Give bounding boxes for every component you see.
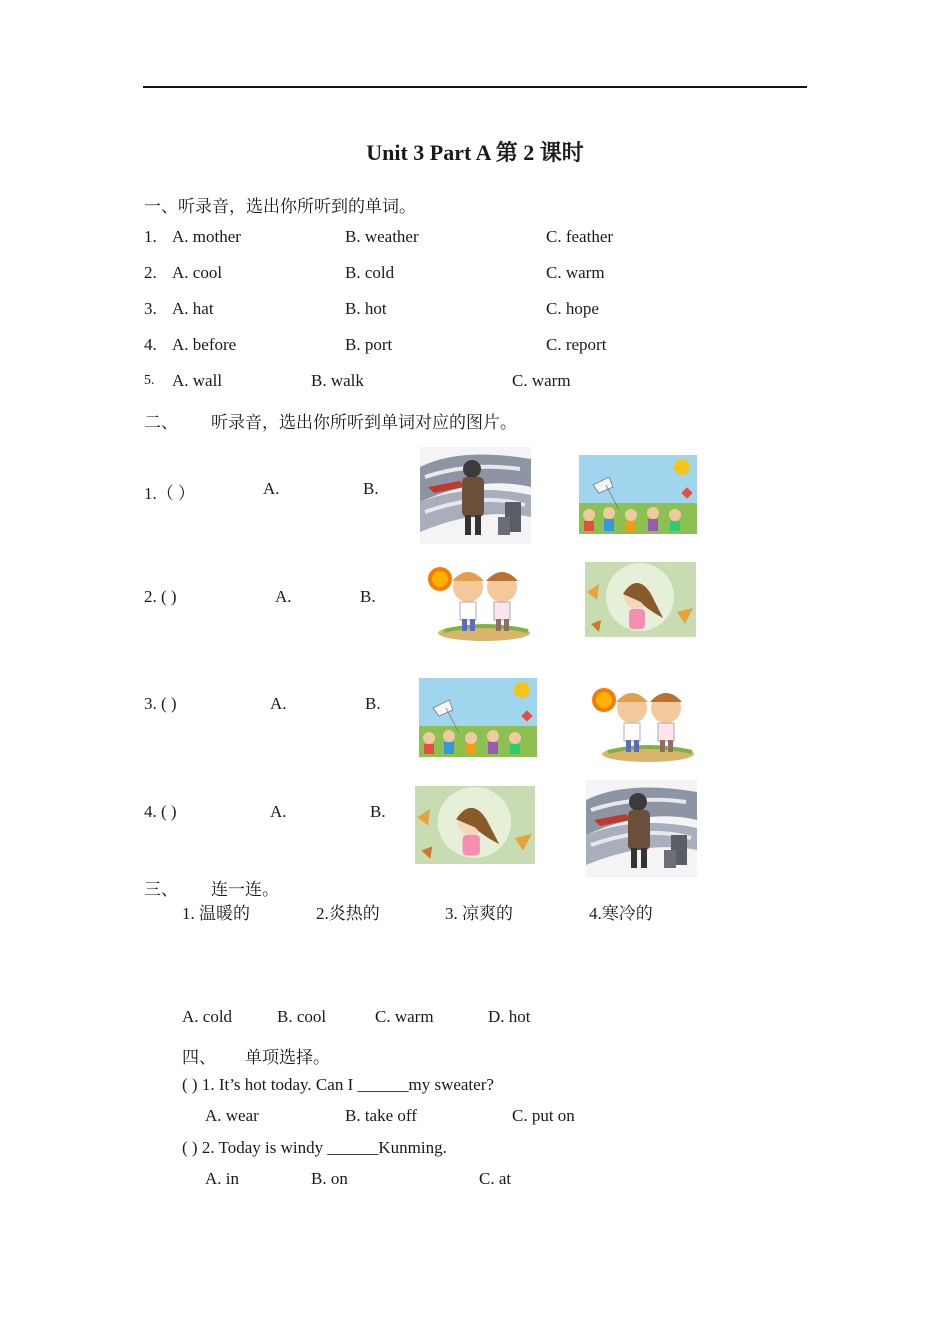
choice-b-label: B. xyxy=(365,694,381,713)
option-a: A. hat xyxy=(172,299,214,318)
row-number: 3. xyxy=(144,299,157,318)
header-rule xyxy=(143,86,807,88)
option-b: B. port xyxy=(345,335,393,354)
sunny-kite-picture xyxy=(579,455,697,534)
section1-heading: 一、听录音，选出你所听到的单词。 xyxy=(144,197,416,216)
autumn-girl-picture xyxy=(585,562,696,637)
question-number: 3. ( ) xyxy=(144,694,177,713)
option-c: C. report xyxy=(546,335,607,354)
match-option: D. hot xyxy=(488,1007,531,1026)
row-number: 4. xyxy=(144,335,157,354)
section4-heading-number: 四、 xyxy=(182,1048,216,1067)
match-word: 3. 凉爽的 xyxy=(445,904,513,923)
match-word: 1. 温暖的 xyxy=(182,904,250,923)
option-b: B. hot xyxy=(345,299,387,318)
choice-a-label: A. xyxy=(275,587,292,606)
option-b: B. walk xyxy=(311,371,364,390)
question-stem: ( ) 1. It’s hot today. Can I ______my sweater? xyxy=(182,1075,494,1094)
page-title: Unit 3 Part A 第 2 课时 xyxy=(366,140,584,165)
option-a: A. cool xyxy=(172,263,223,282)
match-option: A. cold xyxy=(182,1007,233,1026)
match-word: 2.炎热的 xyxy=(316,904,380,923)
hot-kids-picture xyxy=(588,682,696,762)
choice-a-label: A. xyxy=(270,694,287,713)
option-a: A. mother xyxy=(172,227,241,246)
option-c: C. warm xyxy=(546,263,605,282)
windy-picture xyxy=(586,780,697,877)
choice-a-label: A. xyxy=(263,479,280,498)
section3-heading-number: 三、 xyxy=(144,880,178,899)
question-number: 1.（ ） xyxy=(144,484,195,503)
windy-picture xyxy=(420,447,531,544)
question-number: 4. ( ) xyxy=(144,802,177,821)
option-c: C. hope xyxy=(546,299,599,318)
choice-b-label: B. xyxy=(370,802,386,821)
option-a: A. wall xyxy=(172,371,223,390)
choice-b-label: B. xyxy=(363,479,379,498)
option-c: C. put on xyxy=(512,1106,575,1125)
option-a: A. in xyxy=(205,1169,239,1188)
match-option: B. cool xyxy=(277,1007,327,1026)
option-c: C. feather xyxy=(546,227,614,246)
match-option: C. warm xyxy=(375,1007,434,1026)
hot-kids-picture xyxy=(424,561,532,641)
sunny-kite-picture xyxy=(419,678,537,757)
option-c: C. at xyxy=(479,1169,512,1188)
option-a: A. wear xyxy=(205,1106,259,1125)
row-number: 5. xyxy=(144,373,155,388)
section2-heading: 听录音，选出你所听到单词对应的图片。 xyxy=(211,413,517,432)
autumn-girl-picture xyxy=(415,786,535,864)
option-b: B. on xyxy=(311,1169,348,1188)
choice-b-label: B. xyxy=(360,587,376,606)
option-b: B. weather xyxy=(345,227,419,246)
question-number: 2. ( ) xyxy=(144,587,177,606)
option-b: B. take off xyxy=(345,1106,417,1125)
option-a: A. before xyxy=(172,335,237,354)
choice-a-label: A. xyxy=(270,802,287,821)
question-stem: ( ) 2. Today is windy ______Kunming. xyxy=(182,1138,447,1157)
section3-heading: 连一连。 xyxy=(211,880,279,899)
option-b: B. cold xyxy=(345,263,395,282)
section2-heading-number: 二、 xyxy=(144,413,178,432)
match-word: 4.寒冷的 xyxy=(589,904,653,923)
option-c: C. warm xyxy=(512,371,571,390)
section4-heading: 单项选择。 xyxy=(245,1048,330,1067)
row-number: 1. xyxy=(144,227,157,246)
row-number: 2. xyxy=(144,263,157,282)
